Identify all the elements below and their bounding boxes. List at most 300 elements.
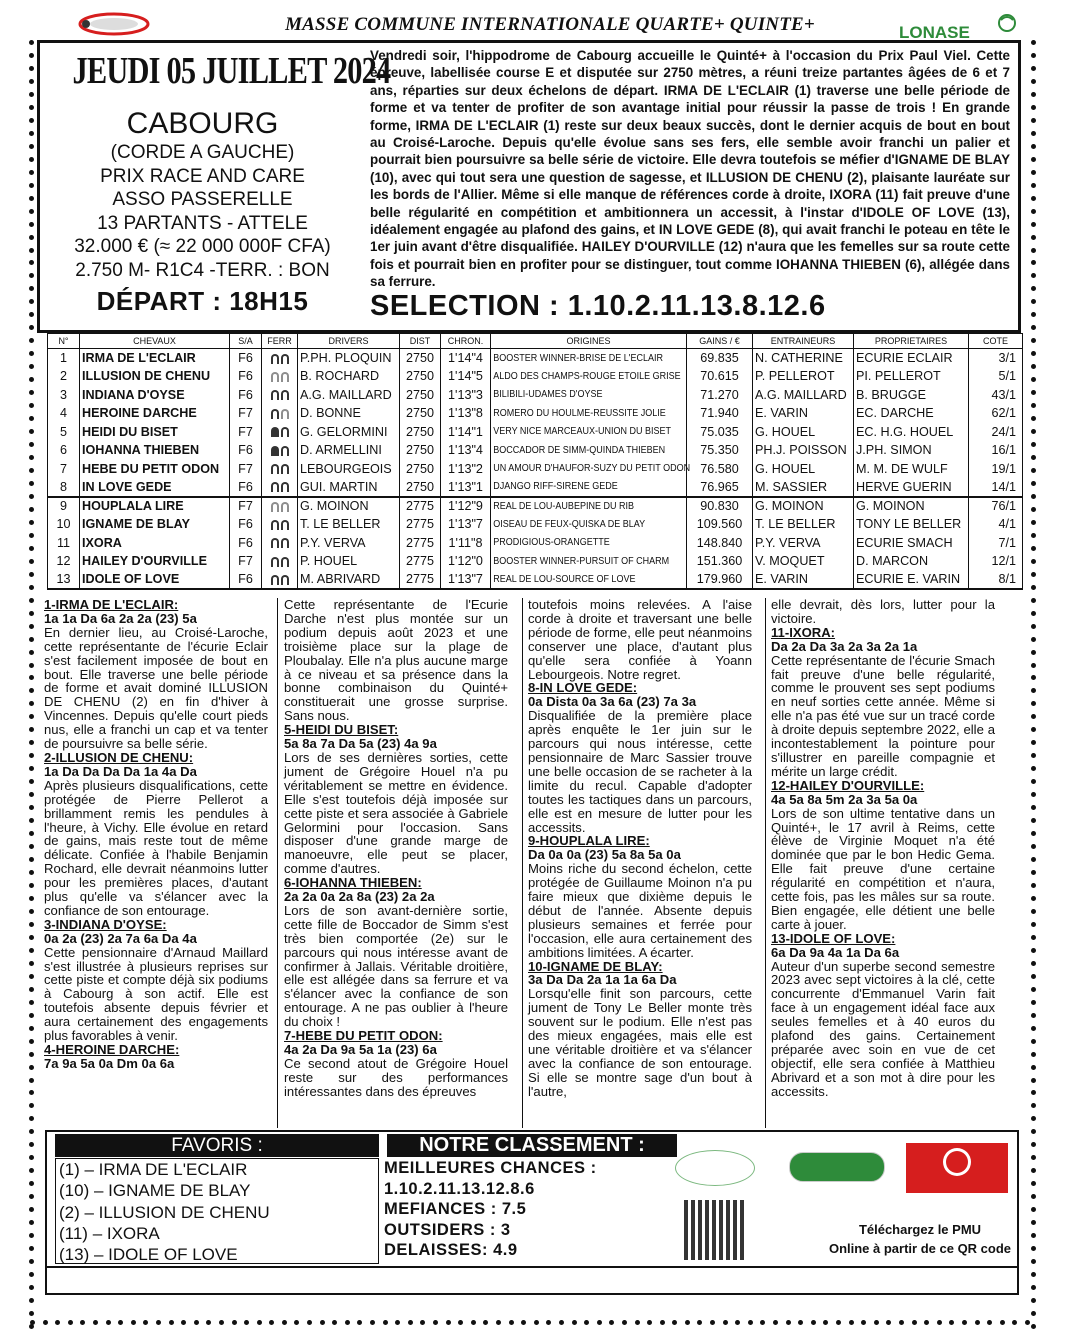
cote-cell [969, 552, 1023, 571]
race-info-line: (CORDE A GAUCHE) [110, 142, 295, 163]
border-dot [29, 559, 34, 564]
border-dot [458, 1320, 463, 1325]
border-dot [1031, 403, 1036, 408]
horseshoe-icon [271, 557, 279, 567]
horse-cell: INDIANA D'OYSE [80, 386, 230, 405]
border-dot [29, 922, 34, 927]
comment-paragraph: Lors de son avant-dernière sortie, cette fille de Boccador de Simm s'est très bien comportée (2e) sur le parcours qui nous intéresse avant de confirmer à Jallais. Véritable droitière, elle est allégée dans sa ferrure et va s'élancer avec la confiance de son entourage. A ne pas oublier à l'heure du choix ! [284, 902, 508, 1030]
gains-cell: 90.830 [687, 497, 753, 516]
favoris-title: FAVORIS : [55, 1134, 379, 1157]
table-row [48, 367, 1023, 386]
border-dot [748, 1320, 753, 1325]
border-dot [29, 740, 34, 745]
border-dot [1031, 1181, 1036, 1186]
border-dot [483, 1320, 488, 1325]
border-dot [786, 1320, 791, 1325]
border-dot [987, 1320, 992, 1325]
border-dot [1031, 79, 1036, 84]
comment-paragraph: Cette pensionnaire d'Arnaud Maillard s'est illustrée à plusieurs reprises sur cette piste et compte déjà six podiums à Cabourg à son actif. Elle est toutefois absente depuis février et aura certainement des engagements plus favorables à venir. [44, 944, 268, 1044]
cote-value: 62/1 [991, 406, 1016, 421]
cote-value: 43/1 [991, 387, 1016, 402]
gains-cell: 75.035 [687, 423, 753, 442]
border-dot [773, 1320, 778, 1325]
border-dot [1031, 455, 1036, 460]
driver-cell: T. LE BELLER [298, 515, 400, 534]
orig-cell: REAL DE LOU-SOURCE OF LOVE [491, 571, 667, 590]
runners-table [47, 333, 1023, 590]
border-dot [29, 1026, 34, 1031]
border-dot [29, 286, 34, 291]
horseshoe-icon [281, 409, 289, 419]
border-dot [29, 1168, 34, 1173]
border-dot [521, 1320, 526, 1325]
n-cell: 1 [48, 349, 80, 368]
border-dot [29, 455, 34, 460]
column-header: GAINS / € [687, 334, 753, 349]
horse-cell: HEROINE DARCHE [80, 404, 230, 423]
border-dot [29, 675, 34, 680]
border-dot [1031, 1285, 1036, 1290]
border-dot [1031, 1155, 1036, 1160]
chron-cell: 1'14"4 [441, 349, 491, 368]
border-dot [1031, 896, 1036, 901]
ferrure-cell [262, 367, 298, 386]
border-dot [80, 1320, 85, 1325]
cote-cell [969, 571, 1023, 590]
comment-form-line: 6a Da 9a 4a 1a Da 6a [771, 944, 900, 960]
cote-cell [969, 367, 1023, 386]
horse-cell: HEIDI DU BISET [80, 423, 230, 442]
race-info-line: PRIX RACE AND CARE [100, 165, 305, 187]
horse-cell: HEBE DU PETIT ODON [80, 460, 230, 479]
table-row [48, 404, 1023, 423]
border-dot [1031, 1090, 1036, 1095]
border-dot [29, 273, 34, 278]
trainer-cell: G. MOINON [753, 497, 854, 516]
race-date: JEUDI 05 JUILLET 2024 [72, 50, 391, 92]
border-dot [1031, 338, 1036, 343]
gains-cell: 151.360 [687, 552, 753, 571]
border-dot [697, 1320, 702, 1325]
border-dot [609, 1320, 614, 1325]
orig-cell: VERY NICE MARCEAUX-UNION DU BISET [491, 423, 667, 442]
owner-cell: M. M. DE WULF [854, 460, 969, 479]
border-dot [29, 1272, 34, 1277]
horse-cell: IXORA [80, 534, 230, 553]
cote-value: 7/1 [998, 535, 1016, 550]
border-dot [29, 611, 34, 616]
orig-cell: UN AMOUR D'HAUFOR-SUZY DU PETIT ODON [491, 460, 667, 479]
border-dot [1012, 1320, 1017, 1325]
border-dot [1031, 312, 1036, 317]
chron-cell: 1'13"2 [441, 460, 491, 479]
border-dot [1031, 144, 1036, 149]
border-dot [29, 844, 34, 849]
border-dot [886, 1320, 891, 1325]
table-row [48, 441, 1023, 460]
border-dot [1031, 1026, 1036, 1031]
border-dot [685, 1320, 690, 1325]
border-dot [29, 650, 34, 655]
comments-column-1 [44, 598, 268, 1130]
border-dot [1031, 572, 1036, 577]
border-dot [194, 1320, 199, 1325]
border-dot [345, 1320, 350, 1325]
qr-code[interactable] [684, 1200, 744, 1260]
border-dot [29, 624, 34, 629]
driver-cell: B. ROCHARD [298, 367, 400, 386]
page-title: MASSE COMMUNE INTERNATIONALE QUARTE+ QUINTE+ [285, 14, 815, 35]
border-dot [1031, 1220, 1036, 1225]
horse-cell: IRMA DE L'ECLAIR [80, 349, 230, 368]
border-dot [1031, 429, 1036, 434]
border-dot [383, 1320, 388, 1325]
comment-horse-title: 5-HEIDI DU BISET: [284, 722, 399, 738]
driver-cell: G. MOINON [298, 497, 400, 516]
owner-cell: EC. DARCHE [854, 404, 969, 423]
border-dot [584, 1320, 589, 1325]
border-dot [1031, 766, 1036, 771]
border-dot [29, 831, 34, 836]
ferrure-cell [262, 552, 298, 571]
horseshoe-icon [281, 538, 289, 548]
ferrure-cell [262, 571, 298, 590]
border-dot [1031, 1129, 1036, 1134]
border-dot [106, 1320, 111, 1325]
sa-cell: F7 [230, 423, 262, 442]
border-dot [29, 235, 34, 240]
table-row [48, 478, 1023, 497]
border-dot [244, 1320, 249, 1325]
horseshoe-icon [271, 575, 279, 585]
border-dot [1031, 740, 1036, 745]
border-dot [924, 1320, 929, 1325]
comments-column-3 [528, 598, 752, 1130]
border-dot [1031, 325, 1036, 330]
border-dot [559, 1320, 564, 1325]
dist-cell: 2750 [400, 349, 441, 368]
cote-cell [969, 386, 1023, 405]
border-dot [1031, 53, 1036, 58]
column-header: PROPRIETAIRES [854, 334, 969, 349]
border-dot [1031, 663, 1036, 668]
border-dot [29, 1090, 34, 1095]
comment-form-line: 0a 2a (23) 2a 7a 6a Da 4a [44, 930, 197, 946]
departure-time: DÉPART : 18H15 [96, 286, 309, 316]
sa-cell: F6 [230, 534, 262, 553]
border-dot [29, 805, 34, 810]
cote-value: 76/1 [991, 499, 1016, 514]
border-dot [534, 1320, 539, 1325]
dist-cell: 2750 [400, 460, 441, 479]
table-row [48, 349, 1023, 368]
border-dot [1031, 909, 1036, 914]
horseshoe-icon [271, 464, 279, 474]
n-cell: 3 [48, 386, 80, 405]
driver-cell: A.G. MAILLARD [298, 386, 400, 405]
horse-cell: IOHANNA THIEBEN [80, 441, 230, 460]
chron-cell: 1'14"5 [441, 367, 491, 386]
dist-cell: 2750 [400, 386, 441, 405]
border-dot [269, 1320, 274, 1325]
table-row [48, 460, 1023, 479]
trainer-cell: E. VARIN [753, 404, 854, 423]
trainer-cell: P.Y. VERVA [753, 534, 854, 553]
n-cell: 6 [48, 441, 80, 460]
border-dot [29, 974, 34, 979]
border-dot [29, 157, 34, 162]
orig-cell: ALDO DES CHAMPS-ROUGE ETOILE GRISE [491, 367, 667, 386]
border-dot [1031, 870, 1036, 875]
comment-paragraph: Auteur d'un superbe second semestre 2023 avec sept victoires à la clé, cette concurrente d'Emmanuel Varin fait face à un engagement idéal face aux seules femelles et à 40 euros du plafond des gains. Certainement préparée avec soin en vue de cet objectif, elle sera confiée à Matthieu Abrivard et a son mot à dire pour les accessits. [771, 958, 995, 1099]
border-dot [1031, 779, 1036, 784]
comment-form-line: 2a 2a 0a 2a 8a (23) 2a 2a [284, 889, 435, 905]
border-dot [29, 948, 34, 953]
border-dot [723, 1320, 728, 1325]
border-dot [1031, 170, 1036, 175]
comment-paragraph: Disqualifiée de la première place après enquête le 1er juin sur le parcours qui nous intéresse, cette pensionnaire de Marc Sassier trouve une belle occasion de se racheter à la limite du recul. Capable d'adopter toutes les tactiques dans un parcours, elle est en mesure de lutter pour les accessits. [528, 708, 752, 835]
horseshoe-icon [271, 482, 279, 492]
border-dot [1031, 805, 1036, 810]
border-dot [622, 1320, 627, 1325]
border-dot [29, 1285, 34, 1290]
border-dot [1031, 468, 1036, 473]
border-dot [836, 1320, 841, 1325]
border-dot [962, 1320, 967, 1325]
comment-horse-title: 11-IXORA: [771, 624, 836, 640]
n-cell: 2 [48, 367, 80, 386]
border-dot [572, 1320, 577, 1325]
border-dot [29, 701, 34, 706]
horseshoe-icon [271, 520, 279, 530]
horseshoe-icon [271, 354, 279, 364]
border-dot [29, 637, 34, 642]
horseshoe-icon [281, 372, 289, 382]
border-dot [29, 325, 34, 330]
border-dot [29, 727, 34, 732]
bottom-dot-border [30, 1318, 1030, 1326]
border-dot [1031, 688, 1036, 693]
classement-line: MEFIANCES : 7.5 [384, 1200, 527, 1218]
favori-item: (11) – IXORA [59, 1223, 160, 1243]
owner-cell: ECURIE SMACH [854, 534, 969, 553]
border-dot [1031, 1103, 1036, 1108]
border-dot [29, 312, 34, 317]
border-dot [29, 1233, 34, 1238]
table-row [48, 571, 1023, 590]
border-dot [29, 1039, 34, 1044]
chron-cell: 1'12"0 [441, 552, 491, 571]
border-dot [1031, 351, 1036, 356]
favori-item: (13) – IDOLE OF LOVE [59, 1245, 238, 1265]
horseshoe-icon [271, 446, 279, 456]
border-dot [1031, 131, 1036, 136]
gains-cell: 179.960 [687, 571, 753, 590]
border-dot [55, 1320, 60, 1325]
border-dot [232, 1320, 237, 1325]
favoris-list [55, 1158, 379, 1264]
border-dot [1031, 40, 1036, 45]
border-dot [29, 338, 34, 343]
orig-cell: BOOSTER WINNER-BRISE DE L'ECLAIR [491, 349, 667, 368]
border-dot [307, 1320, 312, 1325]
border-dot [509, 1320, 514, 1325]
selection: SELECTION : 1.10.2.11.13.8.12.6 [370, 290, 826, 322]
comment-paragraph: Après plusieurs disqualifications, cette protégée de Pierre Pellerot a brillamment remis les pendules à l'heure, à Vichy. Elle évolue en retard de gains, mais reste tout de même délicate. Confiée à l'habile Benjamin Rochard, elle devrait néanmoins lutter pour les premières places, d'autant plus qu'elle va s'élancer avec la confiance de son entourage. [44, 777, 268, 918]
cote-value: 8/1 [998, 572, 1016, 587]
border-dot [29, 883, 34, 888]
border-dot [29, 1311, 34, 1316]
cote-value: 14/1 [991, 479, 1016, 494]
classement-line: OUTSIDERS : 3 [384, 1220, 511, 1239]
border-dot [1031, 961, 1036, 966]
cote-cell [969, 515, 1023, 534]
partner-logo [789, 1152, 885, 1182]
border-dot [294, 1320, 299, 1325]
race-info-line: 32.000 € (≈ 22 000 000F CFA) [74, 236, 331, 257]
border-dot [1000, 1320, 1005, 1325]
border-dot [1031, 675, 1036, 680]
qr-caption-line: Téléchargez le PMU [858, 1222, 982, 1237]
driver-cell: G. GELORMINI [298, 423, 400, 442]
owner-cell: TONY LE BELLER [854, 515, 969, 534]
border-dot [1031, 753, 1036, 758]
sa-cell: F7 [230, 497, 262, 516]
gains-cell: 69.835 [687, 349, 753, 368]
border-dot [29, 857, 34, 862]
border-dot [937, 1320, 942, 1325]
border-dot [1031, 844, 1036, 849]
chron-cell: 1'13"7 [441, 571, 491, 590]
border-dot [1031, 818, 1036, 823]
border-dot [395, 1320, 400, 1325]
column-header: S/A [230, 334, 262, 349]
dist-cell: 2775 [400, 571, 441, 590]
border-dot [1031, 273, 1036, 278]
chron-cell: 1'12"9 [441, 497, 491, 516]
comment-form-line: 3a Da Da 2a 1a 1a 6a Da [528, 972, 677, 988]
cote-cell [969, 478, 1023, 497]
border-dot [1031, 118, 1036, 123]
trainer-cell: T. LE BELLER [753, 515, 854, 534]
border-dot [1031, 883, 1036, 888]
right-dot-border [1028, 40, 1038, 1330]
lonase-logo-left [64, 12, 154, 36]
border-dot [29, 40, 34, 45]
horse-cell: IN LOVE GEDE [80, 478, 230, 497]
border-dot [29, 1000, 34, 1005]
border-dot [29, 1013, 34, 1018]
comment-form-line: Da 0a 0a (23) 5a 8a 5a 0a [528, 847, 681, 863]
horseshoe-icon [281, 482, 289, 492]
driver-cell: P. HOUEL [298, 552, 400, 571]
border-dot [29, 1078, 34, 1083]
race-details [40, 43, 391, 330]
border-dot [169, 1320, 174, 1325]
border-dot [29, 131, 34, 136]
border-dot [1031, 416, 1036, 421]
border-dot [1031, 1324, 1036, 1329]
owner-cell: G. MOINON [854, 497, 969, 516]
ferrure-cell [262, 460, 298, 479]
border-dot [1031, 546, 1036, 551]
border-dot [408, 1320, 413, 1325]
classement-title: NOTRE CLASSEMENT : [387, 1134, 677, 1157]
border-dot [1031, 390, 1036, 395]
border-dot [29, 364, 34, 369]
horse-cell: HOUPLALA LIRE [80, 497, 230, 516]
border-dot [1031, 364, 1036, 369]
column-divider [522, 598, 523, 1128]
border-dot [29, 260, 34, 265]
dist-cell: 2750 [400, 478, 441, 497]
border-dot [1031, 1142, 1036, 1147]
border-dot [1031, 442, 1036, 447]
horseshoe-icon [271, 538, 279, 548]
border-dot [29, 481, 34, 486]
gains-cell: 109.560 [687, 515, 753, 534]
border-dot [1031, 559, 1036, 564]
border-dot [647, 1320, 652, 1325]
n-cell: 4 [48, 404, 80, 423]
border-dot [874, 1320, 879, 1325]
classement-line: MEILLEURES CHANCES : [384, 1159, 597, 1177]
n-cell: 9 [48, 497, 80, 516]
border-dot [29, 533, 34, 538]
comment-horse-title: 2-ILLUSION DE CHENU: [44, 749, 194, 765]
orig-cell: BOOSTER WINNER-PURSUIT OF CHARM [491, 552, 667, 571]
comment-paragraph: Cette représentante de l'Ecurie Darche n'est plus montée sur un podium depuis août 2023 et une troisième place sur la plage de Ploubalay. Elle n'a plus aucune marge à ce niveau et sa présence dans la bonne combinaison du Quinté+ constituerait une grosse surprise. Sans nous. [284, 597, 508, 724]
sa-cell: F6 [230, 349, 262, 368]
chron-cell: 1'13"3 [441, 386, 491, 405]
trainer-cell: G. HOUEL [753, 460, 854, 479]
favori-item: (1) – IRMA DE L'ECLAIR [59, 1160, 248, 1179]
horseshoe-icon [271, 502, 279, 512]
driver-cell: P.PH. PLOQUIN [298, 349, 400, 368]
border-dot [849, 1320, 854, 1325]
border-dot [1031, 248, 1036, 253]
column-divider [277, 598, 278, 1128]
chron-cell: 1'11"8 [441, 534, 491, 553]
horseshoe-icon [281, 354, 289, 364]
chron-cell: 1'13"8 [441, 404, 491, 423]
border-dot [29, 714, 34, 719]
trainer-cell: E. VARIN [753, 571, 854, 590]
border-dot [68, 1320, 73, 1325]
border-dot [29, 1298, 34, 1303]
border-dot [1031, 481, 1036, 486]
header [40, 12, 1040, 40]
orig-cell: DJANGO RIFF-SIRENE GEDE [491, 478, 667, 497]
n-cell: 8 [48, 478, 80, 497]
border-dot [1031, 1052, 1036, 1057]
orig-cell: BOCCADOR DE SIMM-QUINDA THIEBEN [491, 441, 667, 460]
border-dot [899, 1320, 904, 1325]
border-dot [29, 1207, 34, 1212]
column-header: DIST [400, 334, 441, 349]
border-dot [30, 1320, 35, 1325]
border-dot [29, 663, 34, 668]
table-header-row [48, 334, 1023, 349]
cote-value: 12/1 [991, 554, 1016, 569]
border-dot [1031, 286, 1036, 291]
orig-cell: ROMERO DU HOULME-REUSSITE JOLIE [491, 404, 667, 423]
border-dot [29, 209, 34, 214]
border-dot [1031, 377, 1036, 382]
cote-value: 24/1 [991, 424, 1016, 439]
border-dot [1031, 1168, 1036, 1173]
border-dot [420, 1320, 425, 1325]
